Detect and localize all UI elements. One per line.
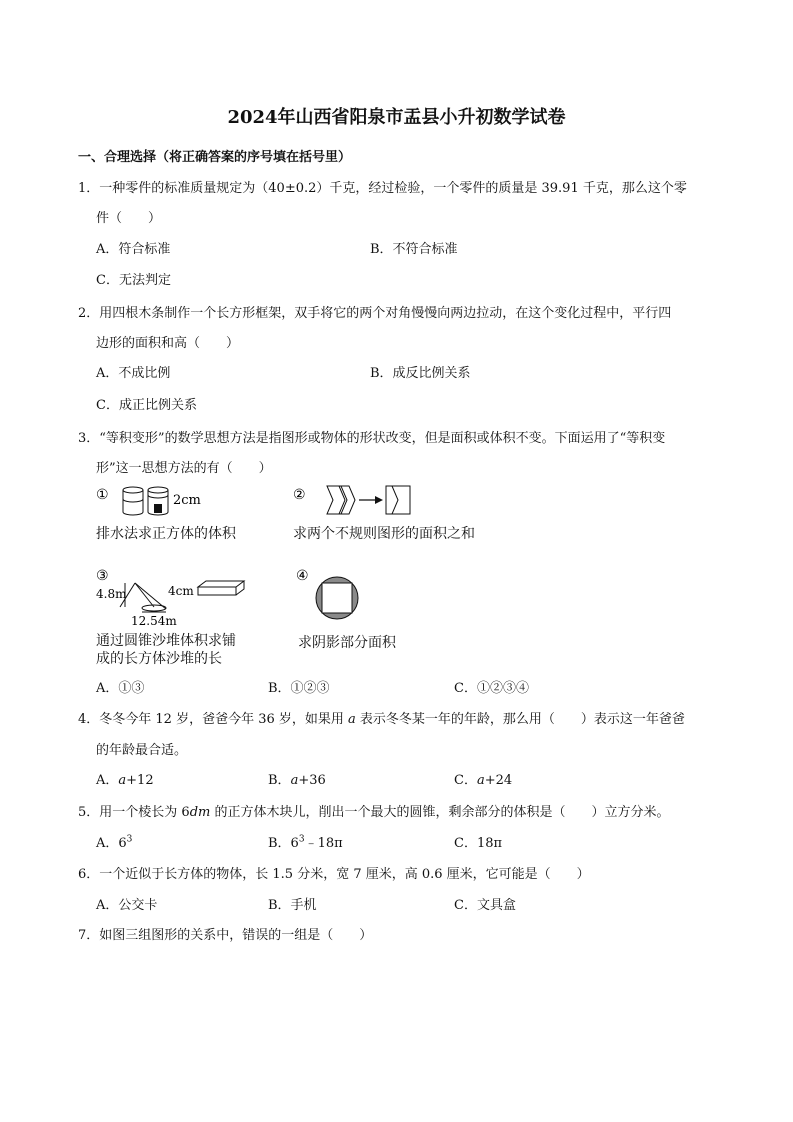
figure-1-cylinders — [96, 484, 276, 520]
figure-4-number: ④ — [296, 568, 309, 584]
q5-option-c: C．18π — [454, 836, 503, 851]
q1-line1: 1．一种零件的标准质量规定为（40±0.2）千克，经过检验，一个零件的质量是 39.91 千克，那么这个零 — [78, 181, 687, 196]
q4-line2: 的年龄最合适。 — [96, 743, 188, 758]
page-title: 2024年山西省阳泉市盂县小升初数学试卷 — [227, 107, 566, 128]
q3-option-a: A．①③ — [96, 681, 145, 696]
q1-option-b: B．不符合标准 — [370, 242, 458, 257]
q7-line1: 7．如图三组图形的关系中，错误的一组是（ ） — [78, 928, 373, 943]
q6-option-b: B．手机 — [268, 898, 317, 913]
q1-option-c: C．无法判定 — [96, 273, 171, 288]
figure-4-circle-square — [296, 567, 376, 627]
q4-option-a: A．a+12 — [96, 773, 154, 788]
q4-line1: 4．冬冬今年 12 岁，爸爸今年 36 岁，如果用 a 表示冬冬某一年的年龄，那么用（ ）表示这一年爸爸 — [78, 712, 685, 727]
figure-3-caption-line2: 成的长方体沙堆的长 — [96, 651, 222, 667]
q2-option-b: B．成反比例关系 — [370, 366, 471, 381]
q2-line1: 2．用四根木条制作一个长方形框架，双手将它的两个对角慢慢向两边拉动，在这个变化过程中，平行四 — [78, 306, 672, 321]
q1-line2: 件（ ） — [96, 211, 162, 226]
q6-line1: 6．一个近似于长方体的物体，长 1.5 分米，宽 7 厘米，高 0.6 厘米，它可能是（ ） — [78, 867, 590, 882]
q3-option-c: C．①②③④ — [454, 681, 529, 696]
q4-option-c: C．a+24 — [454, 773, 513, 788]
figure-3-width: 4cm — [168, 584, 194, 598]
figure-3-height: 4.8m — [96, 587, 127, 601]
figure-3-diameter: 12.54m — [131, 614, 177, 628]
q5-option-b: B．$6^3﹣18\pi$ — [268, 834, 343, 851]
figure-2-number: ② — [293, 487, 306, 503]
q2-line2: 边形的面积和高（ ） — [96, 336, 240, 351]
figure-3-cone-and-box — [96, 567, 266, 629]
q3-line2: 形”这一思想方法的有（ ） — [96, 461, 272, 476]
section-heading-1: 一、合理选择（将正确答案的序号填在括号里） — [78, 150, 352, 165]
figure-1-number: ① — [96, 487, 109, 503]
figure-2-shapes — [293, 484, 423, 520]
q6-option-c: C．文具盒 — [454, 898, 516, 913]
q5-option-a: A．$6^3$ — [96, 834, 133, 851]
q3-option-b: B．①②③ — [268, 681, 330, 696]
q2-option-c: C．成正比例关系 — [96, 398, 197, 413]
figure-2-caption: 求两个不规则图形的面积之和 — [293, 526, 475, 542]
q1-option-a: A．符合标准 — [96, 242, 171, 257]
q6-option-a: A．公交卡 — [96, 898, 158, 913]
q5-line1: 5．用一个棱长为 6dm 的正方体木块儿，削出一个最大的圆锥，剩余部分的体积是（ ）立方分米。 — [78, 805, 670, 820]
figure-3-caption-line1: 通过圆锥沙堆体积求铺 — [96, 633, 236, 649]
q3-line1: 3．“等积变形”的数学思想方法是指图形或物体的形状改变，但是面积或体积不变。下面运用了“等积变 — [78, 431, 666, 446]
figure-1-dimension: 2cm — [173, 493, 201, 508]
q4-option-b: B．a+36 — [268, 773, 326, 788]
figure-4-caption: 求阴影部分面积 — [298, 635, 396, 651]
figure-1-caption: 排水法求正方体的体积 — [96, 526, 236, 542]
figure-3-number: ③ — [96, 568, 109, 584]
q2-option-a: A．不成比例 — [96, 366, 171, 381]
